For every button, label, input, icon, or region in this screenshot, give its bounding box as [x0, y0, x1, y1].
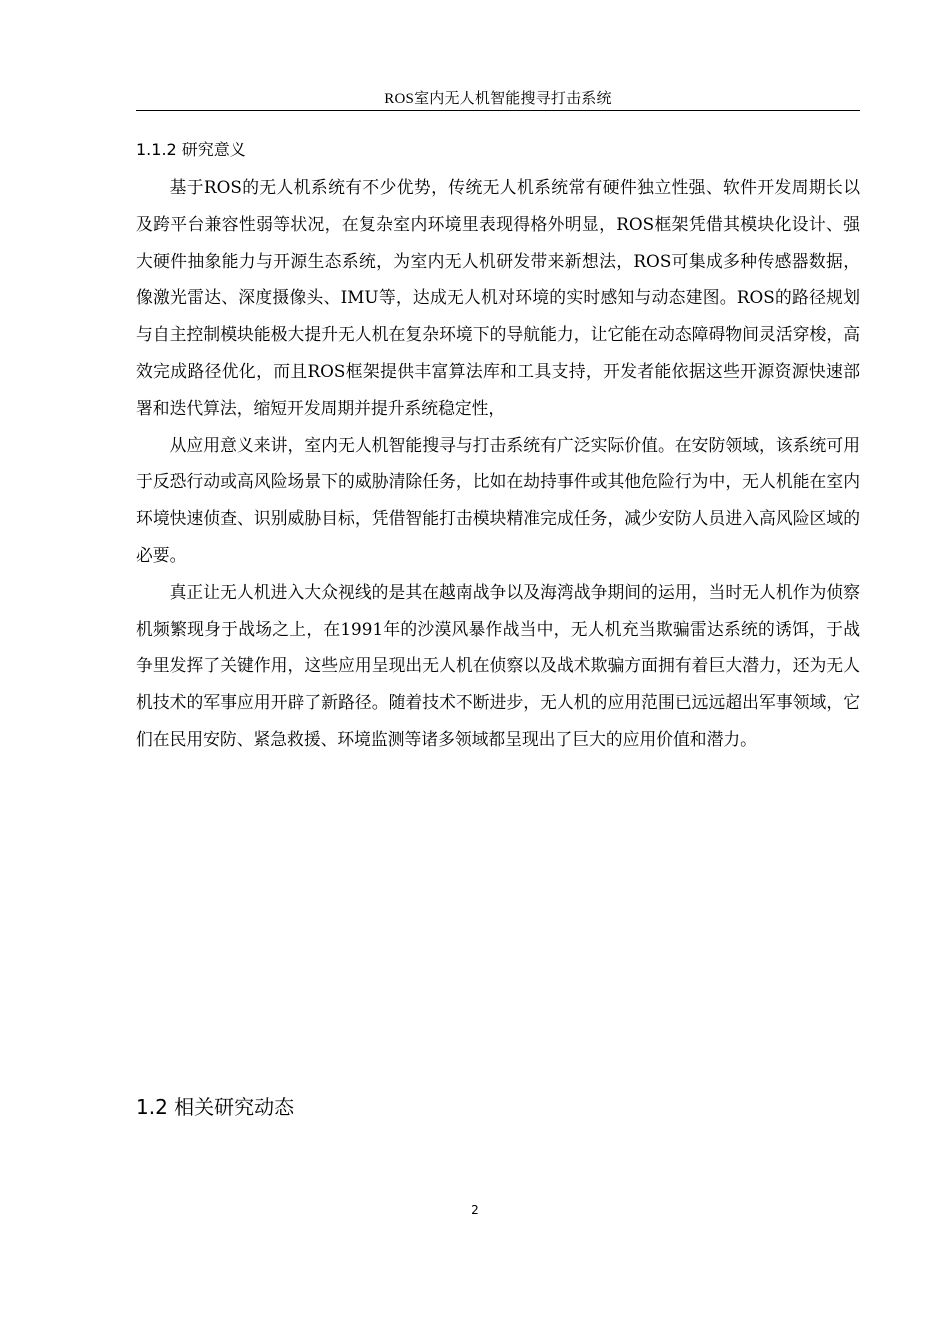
- page-header: [136, 88, 860, 111]
- document-title: ROS室内无人机智能搜寻打击系统: [384, 91, 612, 107]
- subsection-heading: 1.2 相关研究动态: [136, 1095, 295, 1119]
- section-heading: 1.1.2 研究意义: [136, 140, 246, 159]
- paragraph: 真正让无人机进入大众视线的是其在越南战争以及海湾战争期间的运用，当时无人机作为侦察机频繁现身于战场之上，在1991年的沙漠风暴作战当中，无人机充当欺骗雷达系统的诱饵，于战争里发挥了关键作用，这些应用呈现出无人机在侦察以及战术欺骗方面拥有着巨大潜力，还为无人机技术的军事应用开辟了新路径。随着技术不断进步，无人机的应用范围已远远超出军事领域，它们在民用安防、紧急救援、环境监测等诸多领域都呈现出了巨大的应用价值和潜力。: [136, 581, 860, 749]
- paragraph: 基于ROS的无人机系统有不少优势，传统无人机系统常有硬件独立性强、软件开发周期长以及跨平台兼容性弱等状况，在复杂室内环境里表现得格外明显，ROS框架凭借其模块化设计、强大硬件抽象能力与开源生态系统，为室内无人机研发带来新想法，ROS可集成多种传感器数据，像激光雷达、深度摄像头、IMU等，达成无人机对环境的实时感知与动态建图。ROS的路径规划与自主控制模块能极大提升无人机在复杂环境下的导航能力，让它能在动态障碍物间灵活穿梭，高效完成路径优化，而且ROS框架提供丰富算法库和工具支持，开发者能依据这些开源资源快速部署和迭代算法，缩短开发周期并提升系统稳定性，: [136, 177, 860, 418]
- paragraph: 从应用意义来讲，室内无人机智能搜寻与打击系统有广泛实际价值。在安防领域，该系统可用于反恐行动或高风险场景下的威胁清除任务，比如在劫持事件或其他危险行为中，无人机能在室内环境快速侦查、识别威胁目标，凭借智能打击模块精准完成任务，减少安防人员进入高风险区域的必要。: [136, 434, 860, 565]
- body-text: [136, 169, 860, 758]
- page-number: 2: [471, 1203, 479, 1217]
